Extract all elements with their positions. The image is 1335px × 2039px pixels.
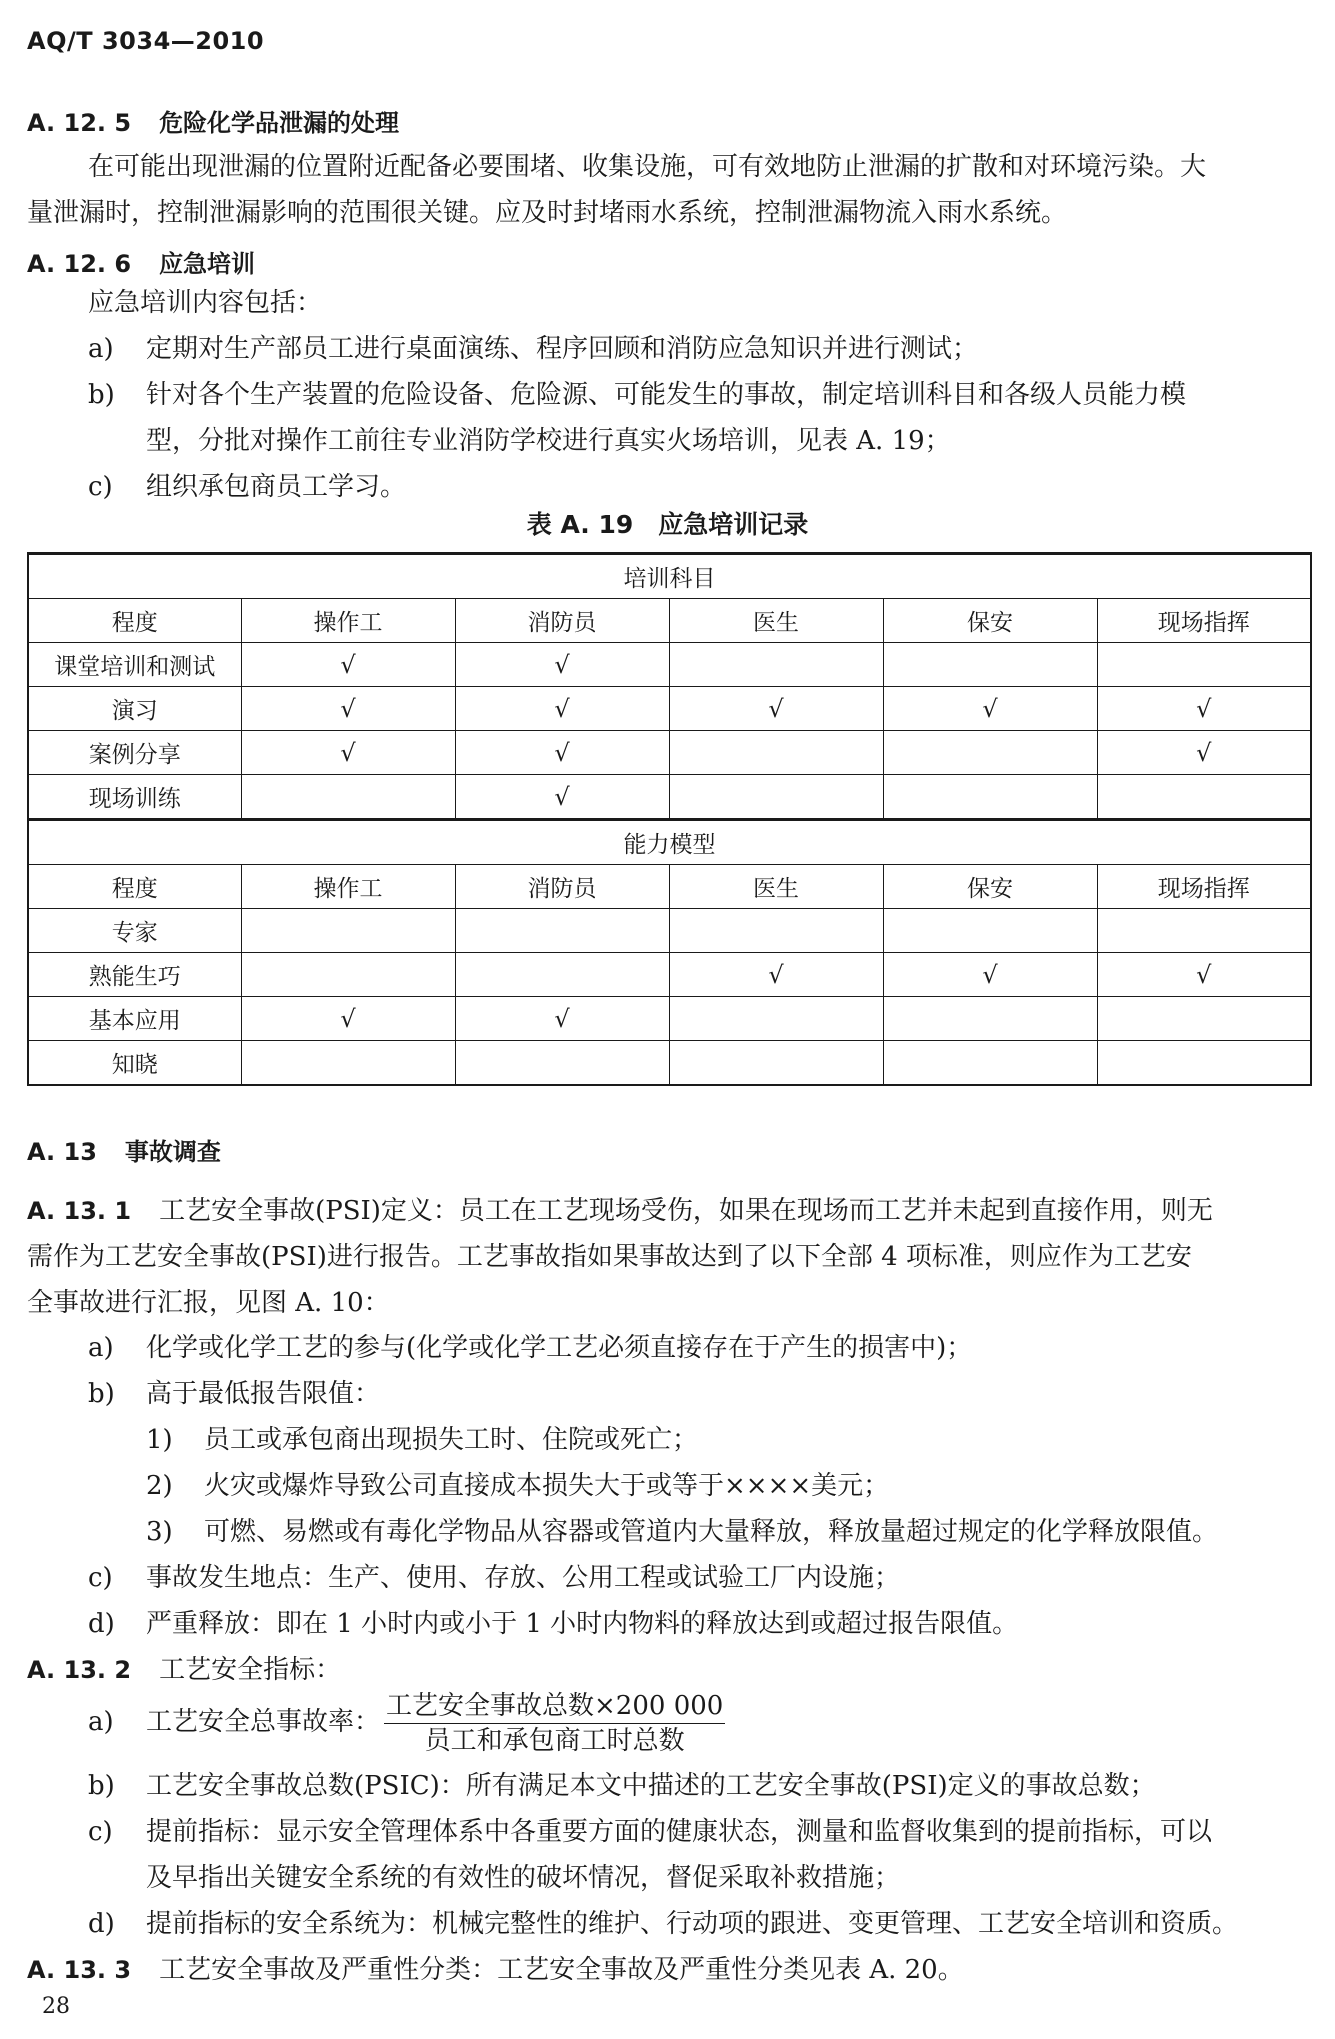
list-label: c)	[88, 1563, 113, 1593]
table-header-row	[28, 599, 1311, 643]
check-cell: √	[455, 643, 669, 687]
table-row	[28, 997, 1311, 1041]
list-label: 1)	[146, 1425, 173, 1455]
sub-list-item	[146, 1509, 1218, 1555]
table-cell: 知晓	[28, 1041, 241, 1086]
table-header: 医生	[669, 599, 883, 643]
check-cell	[669, 997, 883, 1041]
list-item	[88, 1601, 1018, 1647]
paragraph-text: 工艺安全事故及严重性分类：工艺安全事故及严重性分类见表 A. 20。	[159, 1955, 964, 1985]
list-item	[88, 1555, 900, 1601]
check-cell: √	[1097, 953, 1311, 997]
section-heading-a12-5	[27, 103, 399, 138]
section-number: A. 12. 5	[27, 109, 132, 137]
fraction	[384, 1691, 725, 1756]
table-row	[28, 1041, 1311, 1086]
check-cell	[883, 775, 1097, 820]
check-cell: √	[241, 731, 455, 775]
list-text: 针对各个生产装置的危险设备、危险源、可能发生的事故，制定培训科目和各级人员能力模	[146, 380, 1187, 410]
paragraph-line: 应急培训内容包括：	[88, 288, 323, 318]
check-cell	[669, 1041, 883, 1086]
check-cell: √	[455, 997, 669, 1041]
paragraph-line	[27, 1188, 1312, 1234]
check-cell	[883, 909, 1097, 953]
check-cell	[1097, 909, 1311, 953]
list-label: b)	[88, 1379, 115, 1409]
check-cell	[1097, 775, 1311, 820]
check-cell	[1097, 643, 1311, 687]
check-cell	[669, 731, 883, 775]
list-text: 可燃、易燃或有毒化学物品从容器或管道内大量释放，释放量超过规定的化学释放限值。	[204, 1517, 1219, 1547]
list-label: a)	[88, 1333, 114, 1363]
check-cell	[241, 953, 455, 997]
check-cell: √	[455, 775, 669, 820]
check-cell	[1097, 997, 1311, 1041]
list-text: 提前指标的安全系统为：机械完整性的维护、行动项的跟进、变更管理、工艺安全培训和资质。	[146, 1909, 1239, 1939]
check-cell: √	[241, 997, 455, 1041]
list-item	[88, 1371, 380, 1417]
check-cell	[669, 909, 883, 953]
list-label: 2)	[146, 1471, 173, 1501]
table-header: 医生	[669, 865, 883, 909]
section-number: A. 13. 2	[27, 1656, 132, 1684]
check-cell: √	[883, 687, 1097, 731]
document-code: AQ/T 3034—2010	[27, 27, 265, 55]
list-item-continuation: 及早指出关键安全系统的有效性的破坏情况，督促采取补救措施；	[146, 1863, 901, 1893]
table-header: 程度	[28, 599, 241, 643]
list-text: 高于最低报告限值：	[146, 1379, 381, 1409]
list-text: 严重释放：即在 1 小时内或小于 1 小时内物料的释放达到或超过报告限值。	[146, 1609, 1019, 1639]
check-cell	[669, 775, 883, 820]
list-text: 事故发生地点：生产、使用、存放、公用工程或试验工厂内设施；	[146, 1563, 901, 1593]
check-cell	[455, 953, 669, 997]
check-cell	[883, 731, 1097, 775]
table-row	[28, 731, 1311, 775]
list-label: d)	[88, 1609, 115, 1639]
check-cell: √	[669, 953, 883, 997]
formula-item	[88, 1690, 725, 1756]
section-heading-a12-6	[27, 244, 255, 279]
table-cell: 现场训练	[28, 775, 241, 820]
table-header: 消防员	[455, 599, 669, 643]
table-header: 现场指挥	[1097, 599, 1311, 643]
table-row	[28, 953, 1311, 997]
table-header: 保安	[883, 865, 1097, 909]
section-number: A. 12. 6	[27, 250, 132, 278]
check-cell: √	[241, 687, 455, 731]
check-cell: √	[455, 687, 669, 731]
table-caption: 表 A. 19 应急培训记录	[526, 510, 809, 539]
section-title: 危险化学品泄漏的处理	[159, 109, 400, 137]
check-cell	[241, 909, 455, 953]
training-table	[27, 552, 1312, 1086]
list-label: b)	[88, 380, 115, 410]
check-cell	[455, 1041, 669, 1086]
table-header: 程度	[28, 865, 241, 909]
check-cell	[455, 909, 669, 953]
paragraph-line	[27, 1647, 1312, 1693]
list-text: 组织承包商员工学习。	[146, 472, 407, 502]
check-cell	[669, 643, 883, 687]
list-text: 定期对生产部员工进行桌面演练、程序回顾和消防应急知识并进行测试；	[146, 334, 979, 364]
list-item	[88, 1809, 1212, 1855]
list-text: 工艺安全总事故率：	[146, 1707, 381, 1737]
table-header: 消防员	[455, 865, 669, 909]
table-cell: 熟能生巧	[28, 953, 241, 997]
list-label: c)	[88, 472, 113, 502]
sub-list-item	[146, 1463, 889, 1509]
check-cell	[883, 997, 1097, 1041]
check-cell	[241, 775, 455, 820]
list-item	[88, 1763, 1156, 1809]
list-label: a)	[88, 1707, 114, 1737]
list-label: a)	[88, 334, 114, 364]
table-row	[28, 687, 1311, 731]
list-text: 提前指标：显示安全管理体系中各重要方面的健康状态，测量和监督收集到的提前指标，可以	[146, 1817, 1213, 1847]
paragraph-line: 全事故进行汇报，见图 A. 10：	[27, 1288, 390, 1318]
table-cell: 基本应用	[28, 997, 241, 1041]
paragraph-line: 量泄漏时，控制泄漏影响的范围很关键。应及时封堵雨水系统，控制泄漏物流入雨水系统。	[27, 198, 1068, 228]
table-row	[28, 909, 1311, 953]
table-header: 操作工	[241, 865, 455, 909]
table-cell: 案例分享	[28, 731, 241, 775]
paragraph-text: 工艺安全指标：	[159, 1655, 342, 1685]
list-text: 工艺安全事故总数(PSIC)：所有满足本文中描述的工艺安全事故(PSI)定义的事故总数；	[146, 1771, 1156, 1801]
check-cell: √	[669, 687, 883, 731]
list-label: b)	[88, 1771, 115, 1801]
table-header: 现场指挥	[1097, 865, 1311, 909]
table-section-title: 培训科目	[28, 554, 1311, 599]
table-header: 操作工	[241, 599, 455, 643]
section-title: 事故调查	[124, 1138, 221, 1166]
table-cell: 演习	[28, 687, 241, 731]
table-row	[28, 775, 1311, 820]
list-label: 3)	[146, 1517, 173, 1547]
list-label: d)	[88, 1909, 115, 1939]
table-header-row	[28, 865, 1311, 909]
list-label: c)	[88, 1817, 113, 1847]
list-item	[88, 464, 406, 510]
list-item	[88, 1901, 1238, 1947]
list-text: 火灾或爆炸导致公司直接成本损失大于或等于××××美元；	[204, 1471, 890, 1501]
paragraph-line: 需作为工艺安全事故(PSI)进行报告。工艺事故指如果事故达到了以下全部 4 项标准，则应作为工艺安	[27, 1242, 1192, 1272]
section-heading-a13	[27, 1132, 221, 1167]
section-number: A. 13. 1	[27, 1197, 132, 1225]
check-cell: √	[1097, 731, 1311, 775]
table-row	[28, 643, 1311, 687]
paragraph-text: 工艺安全事故(PSI)定义：员工在工艺现场受伤，如果在现场而工艺并未起到直接作用，则无	[159, 1196, 1213, 1226]
fraction-denominator: 员工和承包商工时总数	[424, 1725, 685, 1756]
section-number: A. 13	[27, 1138, 97, 1166]
table-cell: 课堂培训和测试	[28, 643, 241, 687]
check-cell: √	[883, 953, 1097, 997]
paragraph-line	[27, 1947, 1312, 1993]
list-item	[88, 326, 978, 372]
section-title: 应急培训	[159, 250, 256, 278]
table-section-title: 能力模型	[28, 820, 1311, 865]
sub-list-item	[146, 1417, 698, 1463]
check-cell	[883, 643, 1097, 687]
list-item	[88, 1325, 972, 1371]
check-cell: √	[1097, 687, 1311, 731]
fraction-numerator: 工艺安全事故总数×200 000	[384, 1691, 725, 1724]
page-number: 28	[42, 1994, 70, 2019]
check-cell	[883, 1041, 1097, 1086]
table-header: 保安	[883, 599, 1097, 643]
check-cell: √	[241, 643, 455, 687]
check-cell: √	[455, 731, 669, 775]
list-text: 员工或承包商出现损失工时、住院或死亡；	[204, 1425, 699, 1455]
list-item	[88, 372, 1186, 418]
check-cell	[241, 1041, 455, 1086]
section-number: A. 13. 3	[27, 1956, 132, 1984]
table-cell: 专家	[28, 909, 241, 953]
list-text: 化学或化学工艺的参与(化学或化学工艺必须直接存在于产生的损害中)；	[146, 1333, 973, 1363]
list-item-continuation: 型，分批对操作工前往专业消防学校进行真实火场培训，见表 A. 19；	[146, 426, 951, 456]
check-cell	[1097, 1041, 1311, 1086]
paragraph-line: 在可能出现泄漏的位置附近配备必要围堵、收集设施，可有效地防止泄漏的扩散和对环境污染。大	[88, 152, 1207, 182]
